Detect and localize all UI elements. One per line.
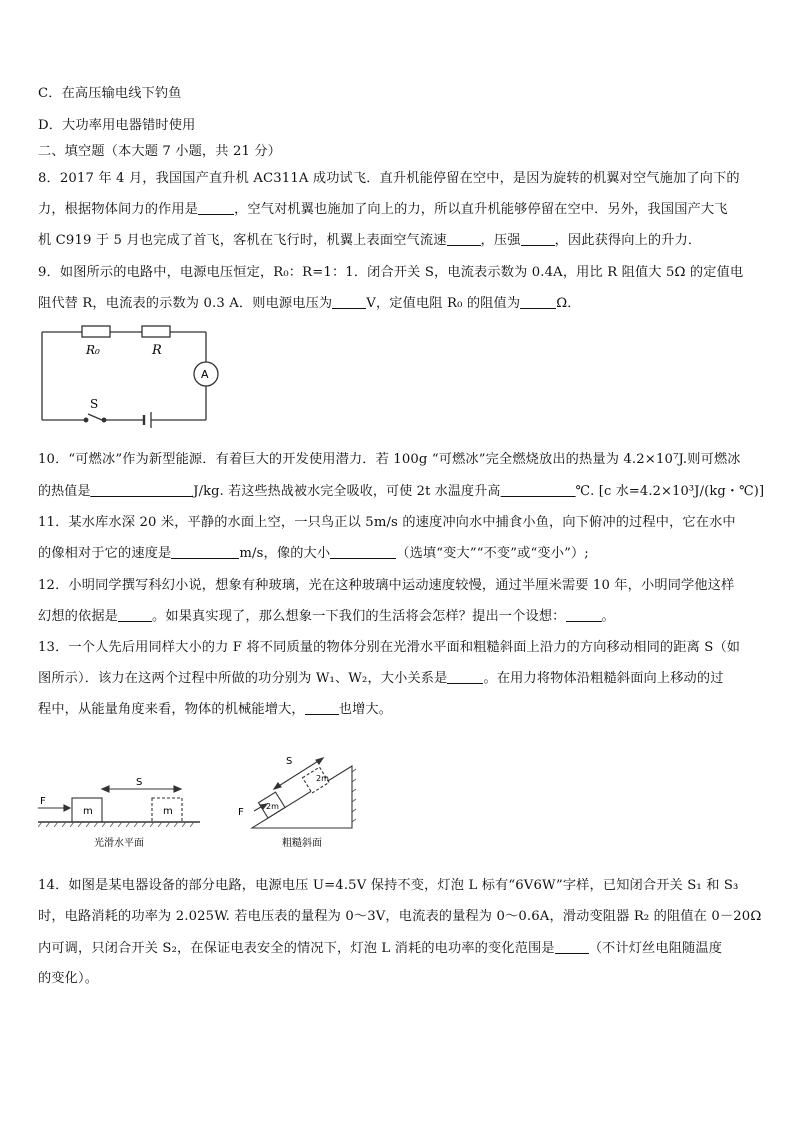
q9-line-2: 阻代替 R，电流表的示数为 0.3 A．则电源电压为 V，定值电阻 R₀ 的阻值为 Ω． xyxy=(38,296,581,311)
block-label: m xyxy=(83,806,93,817)
answer-blank[interactable] xyxy=(305,702,339,715)
figure-caption: 粗糙斜面 xyxy=(282,838,322,849)
q13-line-3: 程中，从能量角度来看，物体的机械能增大， 也增大。 xyxy=(38,702,393,717)
block-label: 2m xyxy=(316,774,329,783)
q12-line-2: 幻想的依据是 。如果真实现了，那么想象一下我们的生活将会怎样？提出一个设想： 。 xyxy=(38,609,615,624)
rough-incline-diagram xyxy=(228,742,368,854)
r0-label: R₀ xyxy=(86,343,100,357)
q14-line-4: 的变化）。 xyxy=(38,971,99,986)
q8-line-2: 力，根据物体间力的作用是 ，空气对机翼也施加了向上的力，所以直升机能够停留在空中．另外，我国国产大飞 xyxy=(38,202,728,217)
block-label: m xyxy=(163,806,173,817)
q14-line-2: 时，电路消耗的功率为 2.025W. 若电压表的量程为 0～3V，电流表的量程为 0～0.6A，滑动变阻器 R₂ 的阻值在 0－20Ω xyxy=(38,909,762,924)
switch-label: S xyxy=(90,397,99,411)
answer-blank[interactable] xyxy=(91,484,194,497)
q14-line-1: 14．如图是某电器设备的部分电路，电源电压 U=4.5V 保持不变，灯泡 L 标有“6V6W”字样，已知闭合开关 S₁ 和 S₃ xyxy=(38,878,739,893)
force-label: F xyxy=(238,807,244,818)
q10-line-2: 的热值是 J/kg. 若这些热战被水完全吸收，可使 2t 水温度升高 ℃. [c 水=4.2×10³J/(kg・℃)] xyxy=(38,484,765,499)
answer-blank[interactable] xyxy=(171,546,239,559)
force-label: F xyxy=(40,796,46,807)
answer-blank[interactable] xyxy=(501,484,576,497)
ammeter-label: A xyxy=(201,368,209,381)
distance-label: S xyxy=(286,756,293,767)
option-c: C．在高压输电线下钓鱼 xyxy=(38,86,182,101)
answer-blank[interactable] xyxy=(566,609,602,622)
answer-blank[interactable] xyxy=(521,233,555,246)
q11-line-1: 11．某水库水深 20 米，平静的水面上空，一只鸟正以 5m/s 的速度冲向水中捕食小鱼，向下俯冲的过程中，它在水中 xyxy=(38,515,736,530)
answer-blank[interactable] xyxy=(555,941,589,954)
answer-blank[interactable] xyxy=(330,546,396,559)
circuit-diagram xyxy=(38,320,228,430)
answer-blank[interactable] xyxy=(198,202,234,215)
q8-line-1: 8．2017 年 4 月，我国国产直升机 AC311A 成功试飞．直升机能停留在空中，是因为旋转的机翼对空气施加了向下的 xyxy=(38,171,740,186)
section-heading: 二、填空题（本大题 7 小题，共 21 分） xyxy=(38,144,282,159)
q13-line-2: 图所示）．该力在这两个过程中所做的功分别为 W₁、W₂，大小关系是 。在用力将物体沿粗糙斜面向上移动的过 xyxy=(38,671,724,686)
q11-line-2: 的像相对于它的速度是 m/s，像的大小 （选填“变大”“不变”或“变小”）; xyxy=(38,546,589,561)
block-label: 2m xyxy=(266,802,279,811)
q10-line-1: 10．“可燃冰”作为新型能源．有着巨大的开发使用潜力．若 100g “可燃冰”完全燃烧放出的热量为 4.2×10⁷J.则可燃冰 xyxy=(38,452,741,467)
answer-blank[interactable] xyxy=(447,671,483,684)
q9-line-1: 9．如图所示的电路中，电源电压恒定，R₀：R=1：1．闭合开关 S，电流表示数为 0.4A，用比 R 阻值大 5Ω 的定值电 xyxy=(38,265,744,280)
q14-line-3: 内可调，只闭合开关 S₂，在保证电表安全的情况下，灯泡 L 消耗的电功率的变化范围是 （不计灯丝电阻随温度 xyxy=(38,941,723,956)
answer-blank[interactable] xyxy=(447,233,481,246)
figure-caption: 光滑水平面 xyxy=(94,838,144,849)
answer-blank[interactable] xyxy=(118,609,152,622)
q13-line-1: 13．一个人先后用同样大小的力 F 将不同质量的物体分别在光滑水平面和粗糙斜面上沿力的方向移动相同的距离 S（如 xyxy=(38,640,741,655)
distance-label: S xyxy=(136,777,143,788)
q12-line-1: 12．小明同学撰写科幻小说，想象有种玻璃，光在这种玻璃中运动速度较慢，通过半厘米需要 10 年，小明同学他这样 xyxy=(38,578,735,593)
r-label: R xyxy=(152,343,162,358)
smooth-plane-diagram xyxy=(38,770,208,856)
answer-blank[interactable] xyxy=(520,296,556,309)
answer-blank[interactable] xyxy=(332,296,366,309)
q8-line-3: 机 C919 于 5 月也完成了首飞，客机在飞行时，机翼上表面空气流速 ，压强 ，因此获得向上的升力． xyxy=(38,233,702,248)
option-d: D．大功率用电器错时使用 xyxy=(38,118,196,133)
